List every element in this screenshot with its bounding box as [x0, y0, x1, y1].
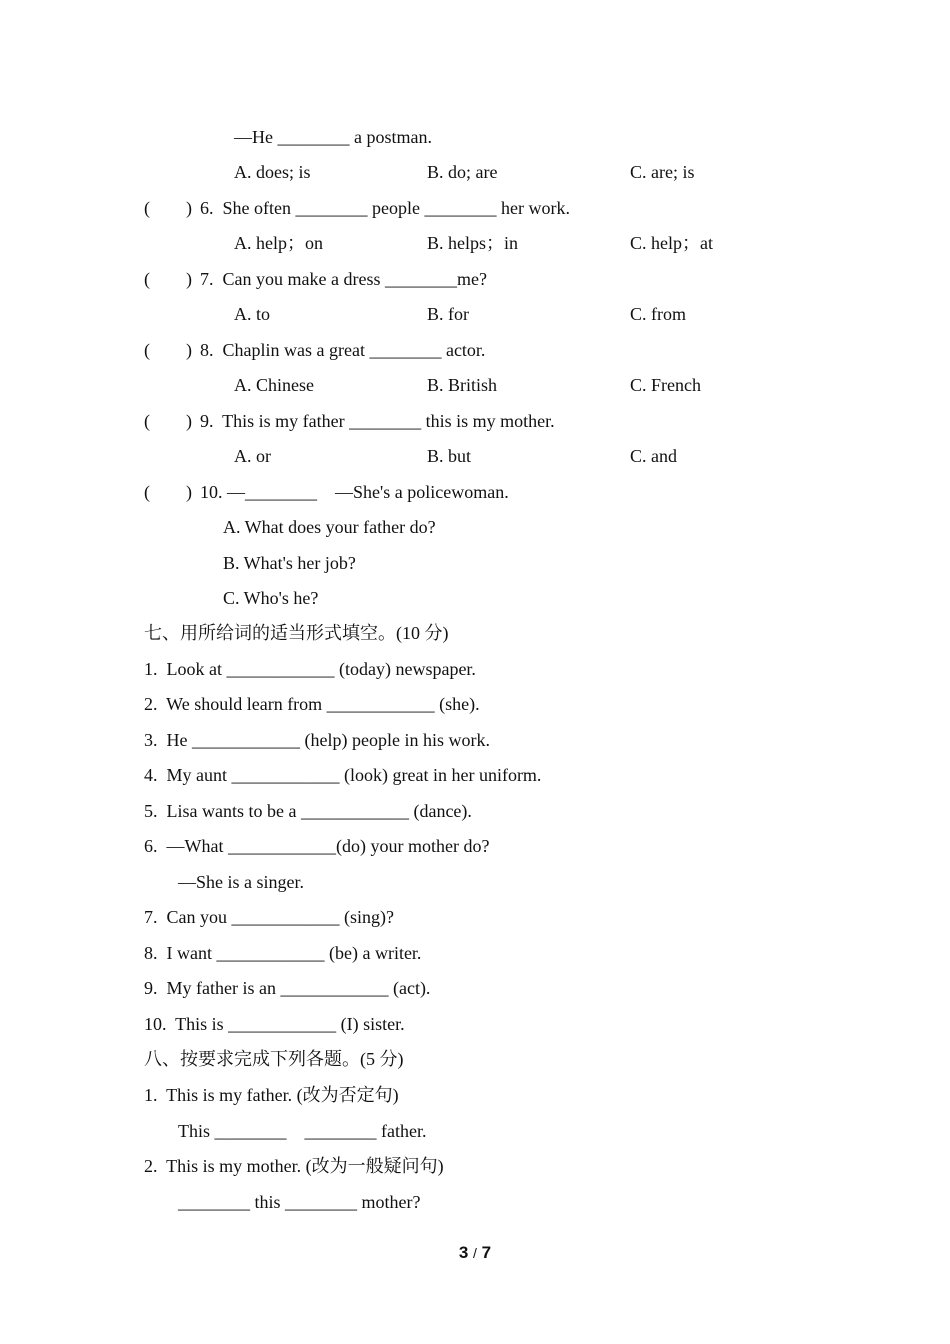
q7-option-a: A. to [234, 304, 270, 324]
q6-text: 6. She often ________ people ________ her work. [200, 198, 570, 218]
q6-option-a: A. help；on [234, 233, 323, 253]
q9-text: 9. This is my father ________ this is my mother. [200, 411, 555, 431]
s8-item-2: 2. This is my mother. (改为一般疑问句) [144, 1156, 444, 1176]
q6-option-c: C. help；at [630, 233, 713, 253]
q8-option-a: A. Chinese [234, 375, 314, 395]
q8-option-c: C. French [630, 375, 701, 395]
q8-text: 8. Chaplin was a great ________ actor. [200, 340, 486, 360]
s7-item-3[interactable]: 3. He ____________ (help) people in his work. [144, 730, 490, 750]
page-current: 3 [458, 1243, 469, 1262]
s8-item-1: 1. This is my father. (改为否定句) [144, 1085, 399, 1105]
q8-answer-paren[interactable]: ( ) [144, 340, 192, 360]
q10-option-a: A. What does your father do? [223, 517, 436, 537]
section7-heading: 七、用所给词的适当形式填空。(10 分) [144, 623, 449, 643]
q6-option-b: B. helps；in [427, 233, 519, 253]
q9-answer-paren[interactable]: ( ) [144, 411, 192, 431]
q10-answer-paren[interactable]: ( ) [144, 482, 192, 502]
s7-item-4[interactable]: 4. My aunt ____________ (look) great in her uniform. [144, 765, 542, 785]
s8-item-2-answer[interactable]: ________ this ________ mother? [178, 1192, 421, 1212]
s7-item-7[interactable]: 7. Can you ____________ (sing)? [144, 907, 394, 927]
q7-option-c: C. from [630, 304, 686, 324]
page-separator: / [473, 1245, 477, 1261]
q7-answer-paren[interactable]: ( ) [144, 269, 192, 289]
s7-item-6[interactable]: 6. —What ____________(do) your mother do? [144, 836, 490, 856]
s7-item-1[interactable]: 1. Look at ____________ (today) newspaper. [144, 659, 476, 679]
s7-item-6-answer: —She is a singer. [178, 872, 304, 892]
q5-option-a: A. does; is [234, 162, 311, 182]
page-number [0, 1243, 950, 1263]
q10-option-c: C. Who's he? [223, 588, 319, 608]
q10-text: 10. —________ —She's a policewoman. [200, 482, 509, 502]
s7-item-2[interactable]: 2. We should learn from ____________ (she). [144, 694, 480, 714]
q9-option-c: C. and [630, 446, 677, 466]
q5-option-b: B. do; are [427, 162, 498, 182]
s7-item-8[interactable]: 8. I want ____________ (be) a writer. [144, 943, 422, 963]
page-total: 7 [481, 1243, 492, 1262]
section8-heading: 八、按要求完成下列各题。(5 分) [144, 1049, 404, 1069]
q5-answer-line: —He ________ a postman. [234, 127, 432, 147]
q10-option-b: B. What's her job? [223, 553, 356, 573]
q8-option-b: B. British [427, 375, 498, 395]
q7-text: 7. Can you make a dress ________me? [200, 269, 487, 289]
q6-answer-paren[interactable]: ( ) [144, 198, 192, 218]
q9-option-a: A. or [234, 446, 271, 466]
s8-item-1-answer[interactable]: This ________ ________ father. [178, 1121, 427, 1141]
q9-option-b: B. but [427, 446, 472, 466]
s7-item-9[interactable]: 9. My father is an ____________ (act). [144, 978, 431, 998]
s7-item-10[interactable]: 10. This is ____________ (I) sister. [144, 1014, 405, 1034]
s7-item-5[interactable]: 5. Lisa wants to be a ____________ (dance). [144, 801, 472, 821]
q7-option-b: B. for [427, 304, 469, 324]
q5-option-c: C. are; is [630, 162, 695, 182]
